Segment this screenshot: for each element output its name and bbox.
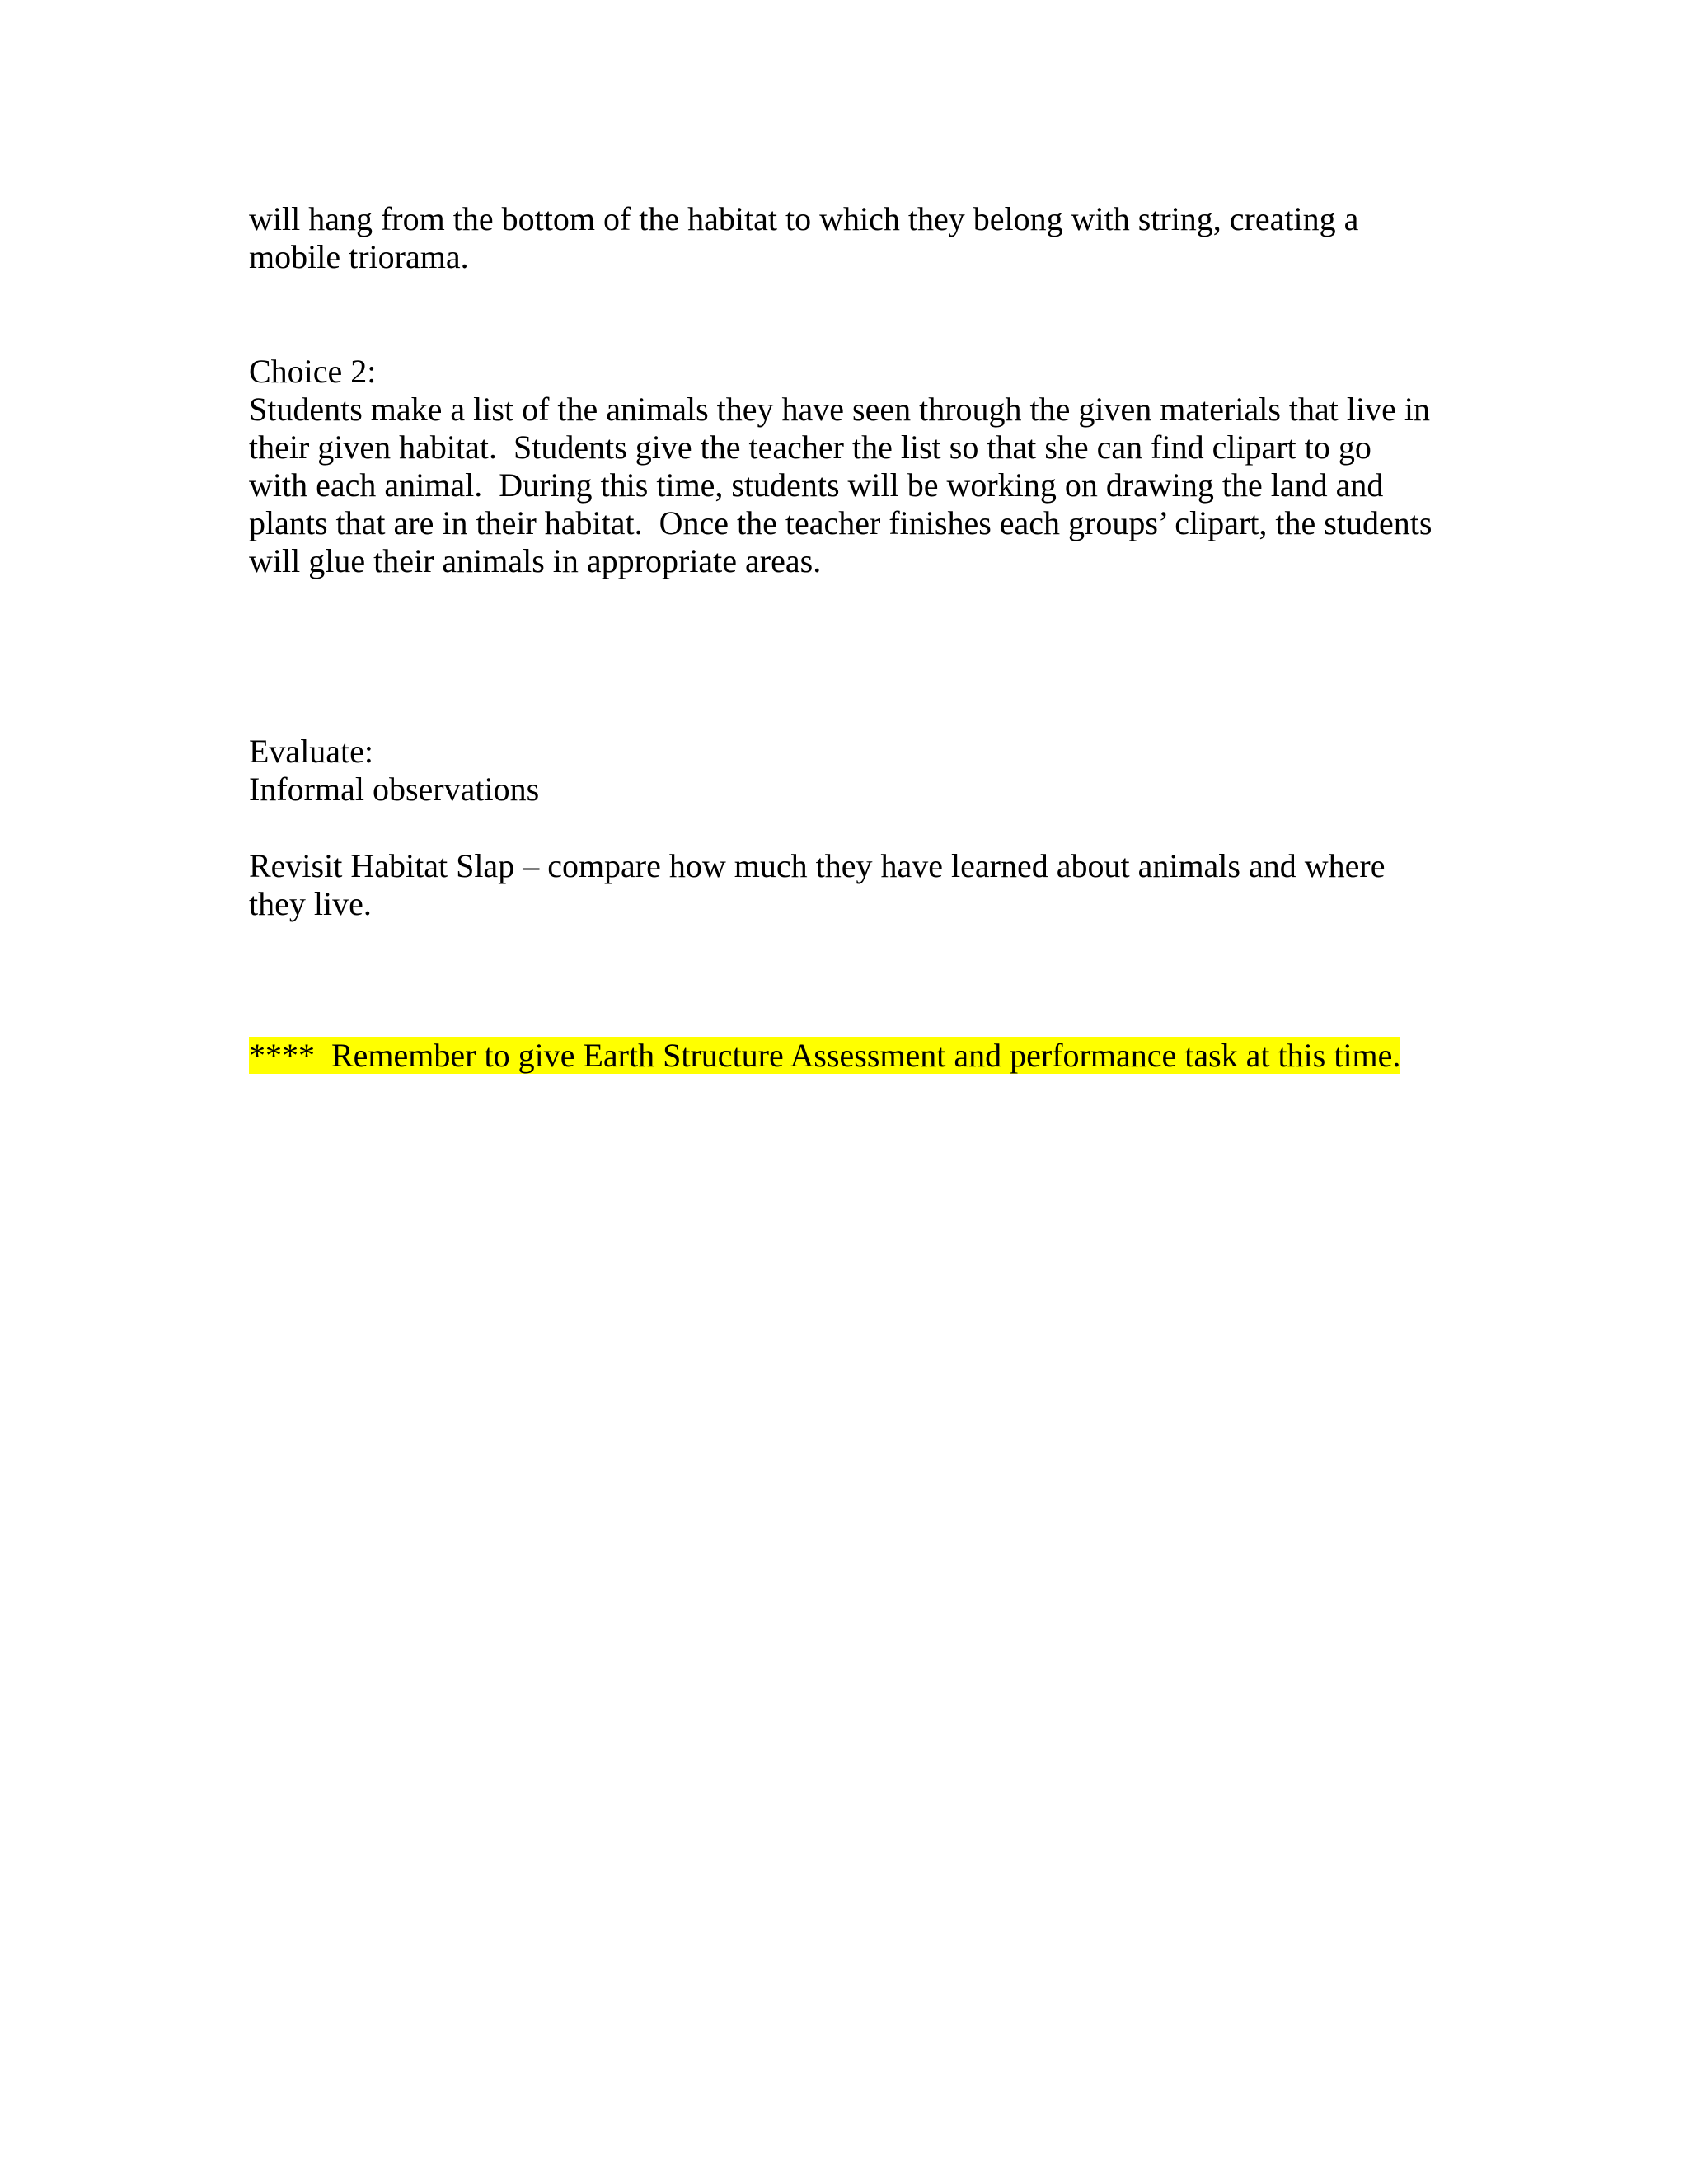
choice2-paragraph (249, 391, 1469, 580)
choice2-line-5: will glue their animals in appropriate areas. (249, 542, 822, 579)
intro-line-1: will hang from the bottom of the habitat to which they belong with string, creating a (249, 200, 1359, 237)
choice2-line-2: their given habitat. Students give the teacher the list so that she can find clipart to go (249, 429, 1372, 466)
revisit-line-2: they live. (249, 885, 372, 922)
choice2-line-3: with each animal. During this time, students will be working on drawing the land and (249, 466, 1384, 504)
revisit-line-1: Revisit Habitat Slap – compare how much they have learned about animals and where (249, 847, 1386, 884)
choice2-line-1: Students make a list of the animals they have seen through the given materials that live in (249, 391, 1430, 428)
choice2-heading-text: Choice 2: (249, 353, 377, 390)
evaluate-observation (249, 771, 1469, 808)
choice2-heading (249, 353, 1469, 391)
choice2-line-4: plants that are in their habitat. Once the teacher finishes each groups’ clipart, the students (249, 504, 1432, 541)
reminder-paragraph (249, 1037, 1469, 1075)
evaluate-heading (249, 733, 1469, 771)
intro-paragraph (249, 200, 1469, 276)
reminder-highlighted-text: **** Remember to give Earth Structure Assessment and performance task at this time. (249, 1037, 1401, 1074)
revisit-paragraph (249, 847, 1469, 923)
evaluate-heading-text: Evaluate: (249, 733, 374, 770)
evaluate-observation-text: Informal observations (249, 771, 540, 808)
intro-line-2: mobile triorama. (249, 238, 469, 275)
